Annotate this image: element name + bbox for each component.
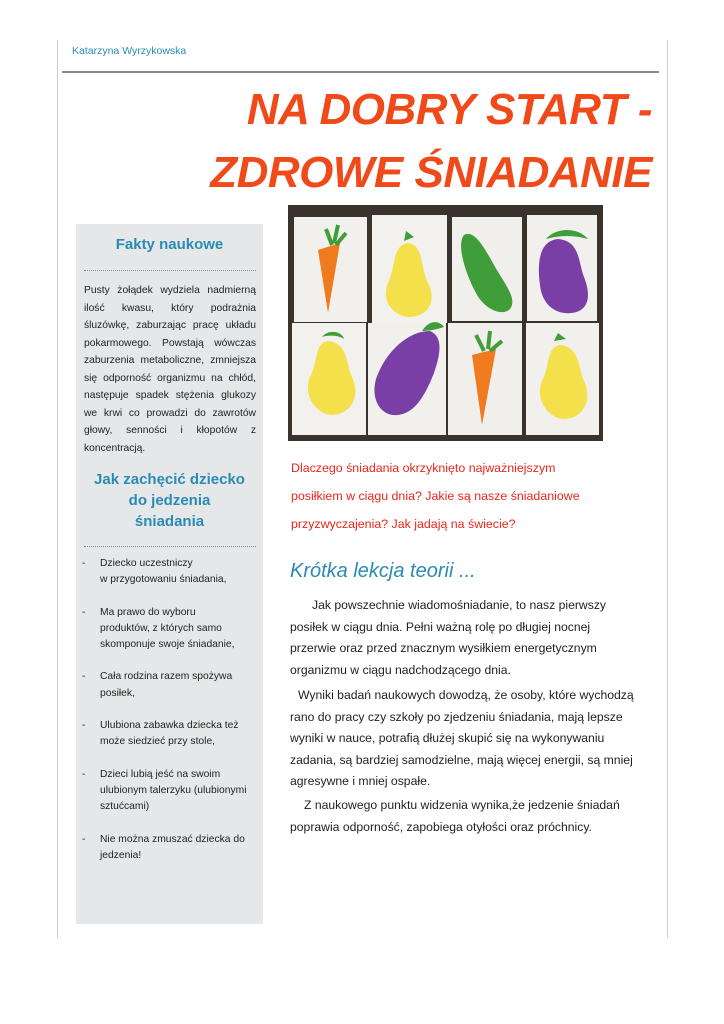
artwork-illustration [288,205,603,441]
page-title [92,78,652,204]
title-line-1: NA DOBRY START - [246,85,652,134]
tips-heading [76,469,263,532]
dotted-divider [84,270,256,271]
vegetable-artwork-photo [288,205,603,441]
tips-list [82,556,260,880]
list-item: - Ulubiona zabawka dziecka też może siedzieć przy stole, [82,720,239,748]
paragraph-1: Jak powszechnie wiadomośniadanie, to nasz pierwszy posiłek w ciągu dnia. Pełni ważną rolę po długiej nocnej przerwie oraz przed znacznym wysiłkiem energetycznym organizmu w ciągu nadchodzącego dnia. [290,598,607,677]
paragraph-3: Z naukowego punktu widzenia wynika,że jedzenie śniadań poprawia odporność, zapobiega otyłości oraz próchnicy. [290,798,620,834]
tips-heading-line-3: śniadania [134,513,205,530]
lesson-heading: Krótka lekcja teorii ... [290,560,476,582]
question-line-1: Dlaczego śniadania okrzyknięto najważniejszym [291,461,556,475]
dotted-divider [84,546,256,547]
list-item: - Dziecko uczestniczy w przygotowaniu śniadania, [82,558,227,586]
page-border-right [667,40,668,938]
list-item: - Nie można zmuszać dziecka do jedzenia! [82,833,245,861]
facts-heading: Fakty naukowe [115,236,224,253]
author-name: Katarzyna Wyrzykowska [72,45,187,57]
facts-text: Pusty żołądek wydziela nadmierną ilość kwasu, który podrażnia śluzówkę, zaburzając pracę układu pokarmowego. Powstają wówczas zaburzenia metaboliczne, zmniejsza się odporność organizmu na chłód, następuje spadek stężenia glukozy we krwi co prowadzi do zawrotów głowy, senności i kłopotów z koncentracją. [84,285,256,454]
sidebar [76,224,263,924]
tips-heading-line-2: do jedzenia [128,492,211,509]
list-item: - Cała rodzina razem spożywa posiłek, [82,671,233,699]
tips-heading-line-1: Jak zachęcić dziecko [94,471,245,488]
question-line-3: przyzwyczajenia? Jak jadają na świecie? [291,517,516,531]
paragraph-2: Wyniki badań naukowych dowodzą, że osoby, które wychodzą rano do pracy czy szkoły po zjedzeniu śniadania, mają lepsze wyniki w nauce, potrafią dłużej skupić się na wykonywaniu zadania, są bardziej samodzielne, mają więcej energii, są mniej agresywne i mniej ospałe. [290,688,634,788]
title-line-2: ZDROWE ŚNIADANIE [210,148,652,197]
list-item: - Dzieci lubią jeść na swoim ulubionym talerzyku (ulubionymi sztućcami) [82,768,247,813]
intro-question [291,454,621,538]
question-line-2: posiłkiem w ciągu dnia? Jakie są nasze śniadaniowe [291,489,580,503]
page-border-left [57,40,58,938]
header-rule [62,71,659,73]
list-item: - Ma prawo do wyboru produktów, z których samo skomponuje swoje śniadanie, [82,606,235,651]
